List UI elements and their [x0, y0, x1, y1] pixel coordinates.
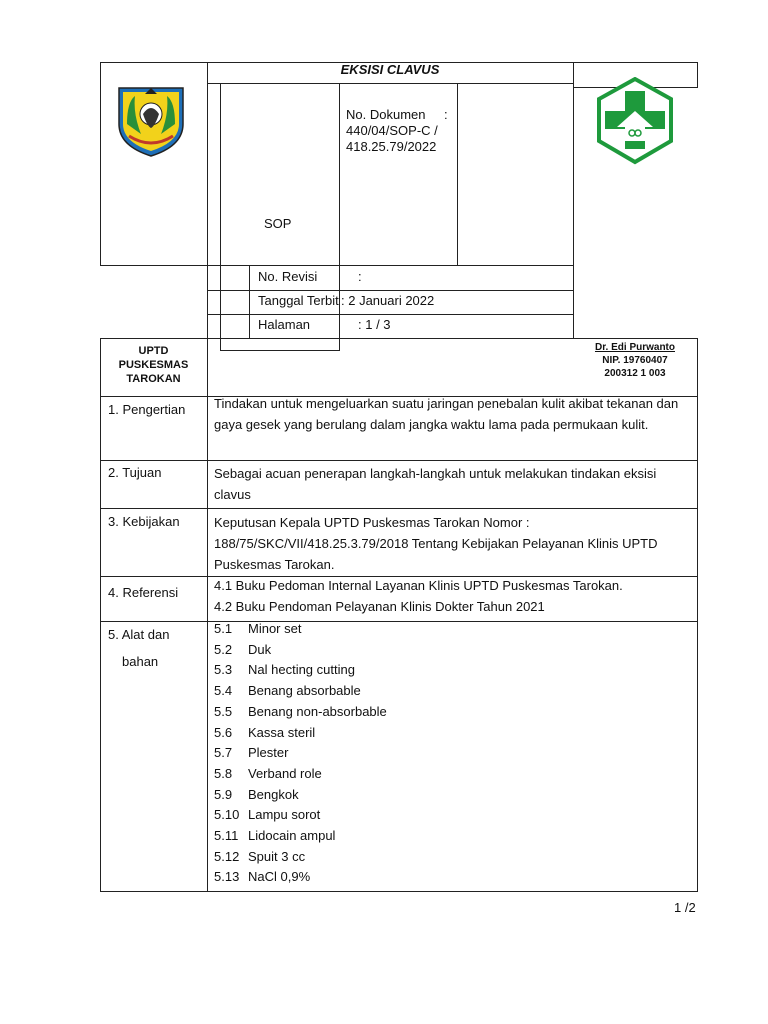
referensi-item-2: 4.2 Buku Pendoman Pelayanan Klinis Dokter Tahun 2021 [214, 599, 545, 614]
list-item [214, 805, 320, 825]
org-name-line3: TAROKAN [126, 373, 181, 385]
list-item-text: Lampu sorot [248, 807, 321, 823]
tanggal-terbit-label: Tanggal Terbit [258, 293, 339, 308]
signature-nip-line1: NIP. 19760407 [602, 355, 668, 366]
no-dokumen-value-line2: 418.25.79/2022 [346, 139, 437, 154]
page-number: 1 /2 [674, 900, 696, 915]
referensi-item-1: 4.1 Buku Pedoman Internal Layanan Klinis UPTD Puskesmas Tarokan. [214, 578, 623, 593]
kebijakan-text: Keputusan Kepala UPTD Puskesmas Tarokan Nomor : 188/75/SKC/VII/418.25.3.79/2018 Tentang Kebijakan Pelayanan Klinis UPTD Puskesmas Tarokan. [214, 515, 658, 572]
sop-label: SOP [264, 216, 292, 231]
list-item-number: 5.3 [214, 662, 233, 678]
list-item-number: 5.8 [214, 765, 233, 781]
list-item-number: 5.2 [214, 641, 233, 657]
org-name-line2: PUSKESMAS [118, 359, 189, 371]
no-dokumen-separator: : [444, 107, 448, 122]
tujuan-text: Sebagai acuan penerapan langkah-langkah untuk melakukan tindakan eksisi clavus [214, 466, 657, 502]
no-revisi-label: No. Revisi [258, 269, 318, 284]
list-item-text: Duk [248, 641, 272, 657]
list-item [214, 743, 288, 763]
list-item-number: 5.12 [214, 848, 240, 864]
list-item-text: Spuit 3 cc [248, 848, 306, 864]
alat-label-line2: bahan [122, 654, 159, 669]
list-item-text: Benang non-absorbable [248, 703, 387, 719]
list-item [214, 764, 322, 784]
list-item [214, 660, 355, 680]
list-item-text: Kassa steril [248, 724, 316, 740]
no-revisi-separator: : [358, 269, 362, 284]
list-item-text: Benang absorbable [248, 683, 361, 699]
halaman-value: : 1 / 3 [358, 317, 391, 332]
signature-block [573, 341, 697, 380]
list-item-text: Minor set [248, 621, 302, 636]
list-item [214, 702, 387, 722]
list-item-text: Lidocain ampul [248, 828, 336, 843]
list-item [214, 826, 335, 846]
signature-name: Dr. Edi Purwanto [594, 342, 675, 353]
list-item-text: Verband role [248, 765, 322, 781]
list-item-number: 5.4 [214, 683, 233, 699]
list-item [214, 867, 310, 887]
tujuan-label: 2. Tujuan [108, 465, 162, 480]
document-title: EKSISI CLAVUS [340, 62, 440, 77]
kebijakan-label: 3. Kebijakan [108, 514, 180, 529]
org-name [100, 344, 207, 386]
list-item-number: 5.13 [214, 869, 240, 885]
list-item [214, 681, 361, 701]
puskesmas-logo [591, 77, 679, 165]
no-dokumen-value-line1: 440/04/SOP-C / [346, 123, 438, 138]
referensi-label: 4. Referensi [108, 585, 179, 600]
org-name-line1: UPTD [138, 345, 169, 357]
signature-nip-line2: 200312 1 003 [604, 368, 666, 379]
list-item-text: NaCl 0,9% [248, 869, 311, 885]
list-item [214, 847, 305, 867]
list-item-number: 5.7 [214, 745, 233, 761]
list-item [214, 785, 299, 805]
list-item-number: 5.11 [214, 828, 239, 843]
regional-emblem-logo [111, 84, 191, 158]
list-item-number: 5.9 [214, 786, 233, 802]
list-item-number: 5.5 [214, 703, 233, 719]
halaman-label: Halaman [258, 317, 311, 332]
tanggal-terbit-value: : 2 Januari 2022 [341, 293, 435, 308]
pengertian-label: 1. Pengertian [108, 402, 186, 417]
list-item-text: Plester [248, 745, 289, 761]
no-dokumen-label: No. Dokumen [346, 107, 426, 122]
list-item-number: 5.10 [214, 807, 240, 823]
list-item-text: Nal hecting cutting [248, 662, 355, 678]
list-item [214, 619, 301, 639]
list-item [214, 640, 271, 660]
pengertian-text: Tindakan untuk mengeluarkan suatu jaringan penebalan kulit akibat tekanan dan gaya gesek yang berulang dalam jangka waktu lama pada permukaan kulit. [214, 396, 679, 432]
list-item-text: Bengkok [248, 786, 299, 802]
list-item-number: 5.1 [214, 621, 233, 636]
list-item [214, 723, 315, 743]
list-item-number: 5.6 [214, 724, 233, 740]
alat-label-line1: 5. Alat dan [108, 627, 170, 642]
